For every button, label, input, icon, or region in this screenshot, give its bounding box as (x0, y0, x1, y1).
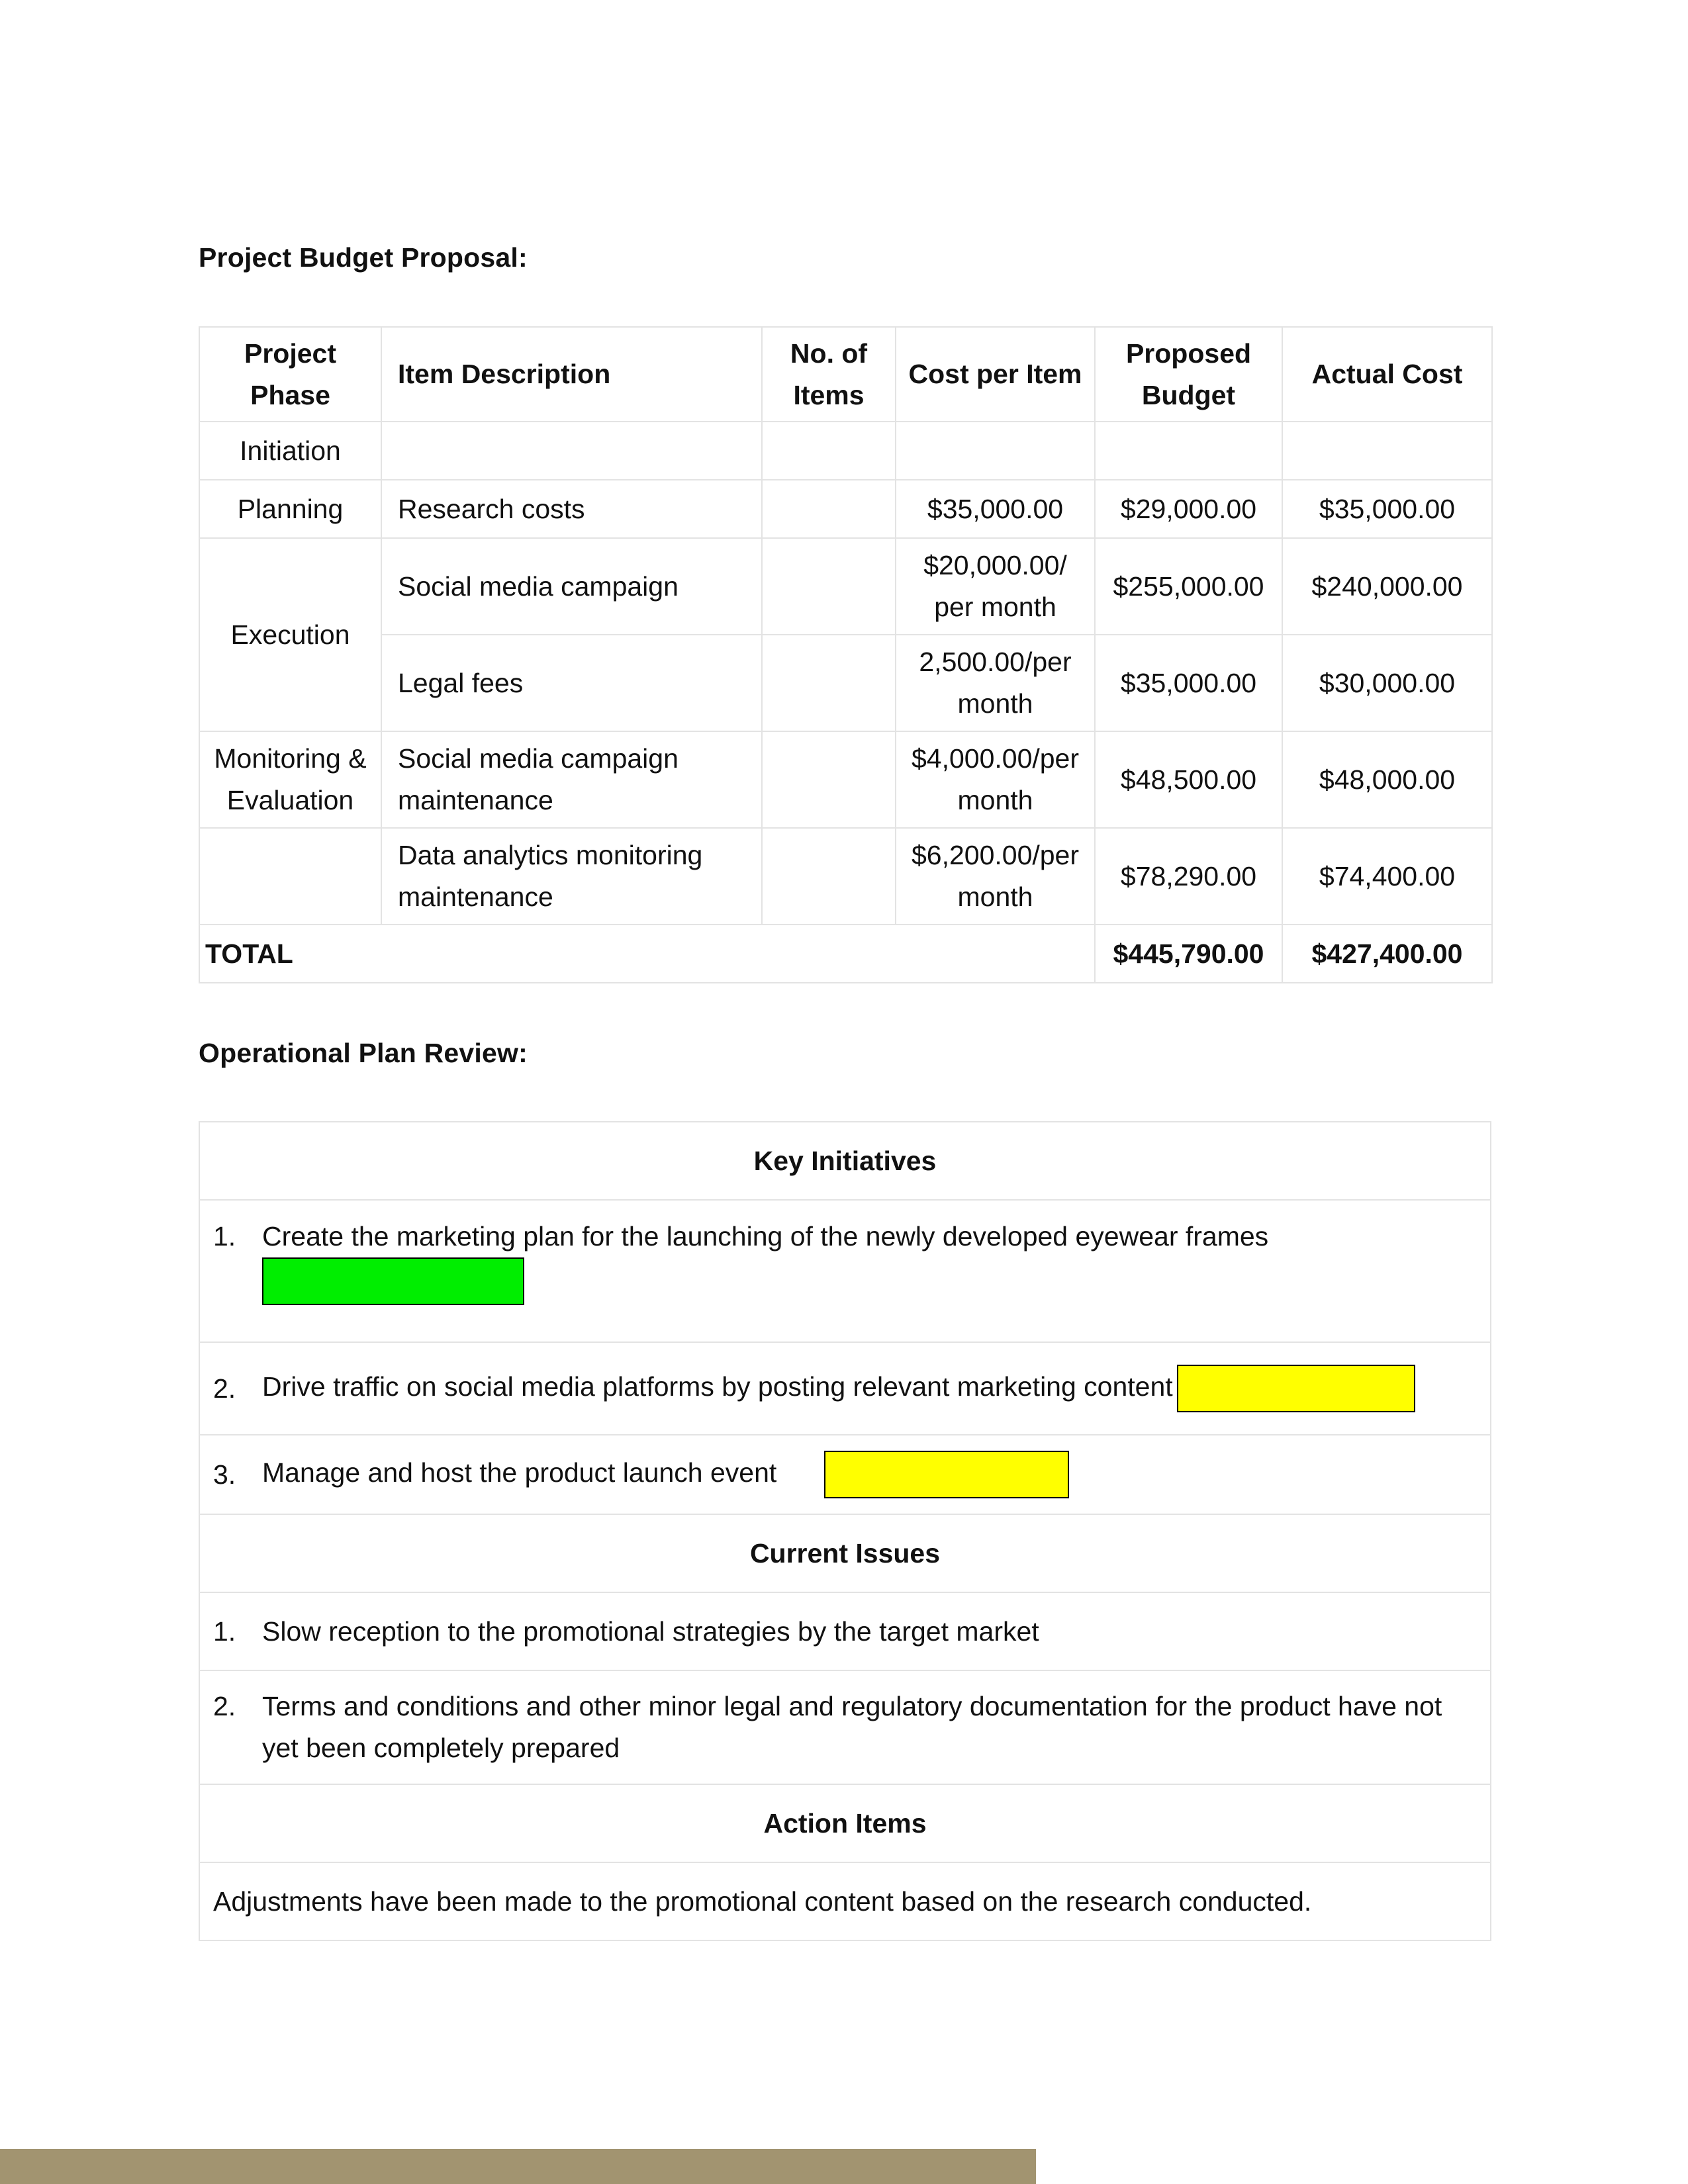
cost-cell: $4,000.00/per month (896, 731, 1095, 828)
proposed-cell: $35,000.00 (1095, 635, 1282, 731)
items-cell (762, 538, 896, 635)
table-row (199, 828, 1492, 925)
cost-cell: $6,200.00/per month (896, 828, 1095, 925)
item-number: 3. (213, 1459, 236, 1490)
phase-cell: Execution (199, 538, 381, 731)
issue-text: Terms and conditions and other minor legal and regulatory documentation for the product have not yet been completely prepared (262, 1691, 1442, 1763)
initiative-text: Manage and host the product launch event (262, 1457, 777, 1488)
description-cell: Data analytics monitoring maintenance (381, 828, 762, 925)
actual-cell: $48,000.00 (1282, 731, 1492, 828)
operational-table (199, 1121, 1491, 1941)
proposed-cell (1095, 422, 1282, 480)
items-cell (762, 480, 896, 538)
item-number: 2. (213, 1691, 236, 1721)
list-item (199, 1670, 1491, 1784)
current-issues-title: Current Issues (199, 1514, 1491, 1592)
issue-cell (199, 1592, 1491, 1670)
section-header-row (199, 1784, 1491, 1862)
item-number: 1. (213, 1615, 236, 1647)
cost-cell (896, 422, 1095, 480)
actual-cell: $30,000.00 (1282, 635, 1492, 731)
cost-cell: $35,000.00 (896, 480, 1095, 538)
initiative-cell (199, 1342, 1491, 1435)
section-header-row (199, 1122, 1491, 1200)
green-highlight-box (262, 1257, 524, 1305)
description-cell: Research costs (381, 480, 762, 538)
issue-cell (199, 1670, 1491, 1784)
actual-cell: $240,000.00 (1282, 538, 1492, 635)
table-row (199, 538, 1492, 635)
budget-table (199, 326, 1493, 983)
operational-heading: Operational Plan Review: (199, 1038, 528, 1068)
header-no-of-items: No. of Items (762, 327, 896, 422)
items-cell (762, 828, 896, 925)
description-cell (381, 422, 762, 480)
key-initiatives-title: Key Initiatives (199, 1122, 1491, 1200)
item-number: 2. (213, 1373, 236, 1404)
proposed-cell: $29,000.00 (1095, 480, 1282, 538)
table-row (199, 422, 1492, 480)
items-cell (762, 635, 896, 731)
table-row (199, 480, 1492, 538)
cost-cell: $20,000.00/ per month (896, 538, 1095, 635)
total-label: TOTAL (199, 925, 1095, 983)
header-cost-per-item: Cost per Item (896, 327, 1095, 422)
actual-cell: $74,400.00 (1282, 828, 1492, 925)
action-items-title: Action Items (199, 1784, 1491, 1862)
proposed-cell: $255,000.00 (1095, 538, 1282, 635)
initiative-cell (199, 1435, 1491, 1514)
item-number: 1. (213, 1221, 236, 1251)
header-item-description: Item Description (381, 327, 762, 422)
proposed-cell: $48,500.00 (1095, 731, 1282, 828)
total-row (199, 925, 1492, 983)
list-item (199, 1342, 1491, 1435)
header-project-phase: Project Phase (199, 327, 381, 422)
budget-heading: Project Budget Proposal: (199, 242, 528, 273)
cost-cell: 2,500.00/per month (896, 635, 1095, 731)
issue-text: Slow reception to the promotional strategies by the target market (262, 1615, 1039, 1647)
description-cell: Legal fees (381, 635, 762, 731)
initiative-cell (199, 1200, 1491, 1342)
description-cell: Social media campaign (381, 538, 762, 635)
budget-header-row (199, 327, 1492, 422)
actual-cell (1282, 422, 1492, 480)
total-actual: $427,400.00 (1282, 925, 1492, 983)
phase-cell: Initiation (199, 422, 381, 480)
phase-cell (199, 828, 381, 925)
phase-cell: Planning (199, 480, 381, 538)
table-row (199, 731, 1492, 828)
list-item (199, 1435, 1491, 1514)
action-item-cell: Adjustments have been made to the promotional content based on the research conducted. (199, 1862, 1491, 1940)
items-cell (762, 422, 896, 480)
initiative-text: Drive traffic on social media platforms by posting relevant marketing content (262, 1371, 1173, 1402)
total-proposed: $445,790.00 (1095, 925, 1282, 983)
footer-bar (0, 2149, 1036, 2184)
initiative-text: Create the marketing plan for the launching of the newly developed eyewear frames (262, 1221, 1269, 1251)
description-cell: Social media campaign maintenance (381, 731, 762, 828)
table-row (199, 635, 1492, 731)
list-item (199, 1592, 1491, 1670)
list-item (199, 1200, 1491, 1342)
yellow-highlight-box (824, 1451, 1069, 1498)
list-item (199, 1862, 1491, 1940)
phase-cell: Monitoring & Evaluation (199, 731, 381, 828)
proposed-cell: $78,290.00 (1095, 828, 1282, 925)
header-proposed-budget: Proposed Budget (1095, 327, 1282, 422)
yellow-highlight-box (1177, 1365, 1415, 1412)
section-header-row (199, 1514, 1491, 1592)
header-actual-cost: Actual Cost (1282, 327, 1492, 422)
actual-cell: $35,000.00 (1282, 480, 1492, 538)
items-cell (762, 731, 896, 828)
